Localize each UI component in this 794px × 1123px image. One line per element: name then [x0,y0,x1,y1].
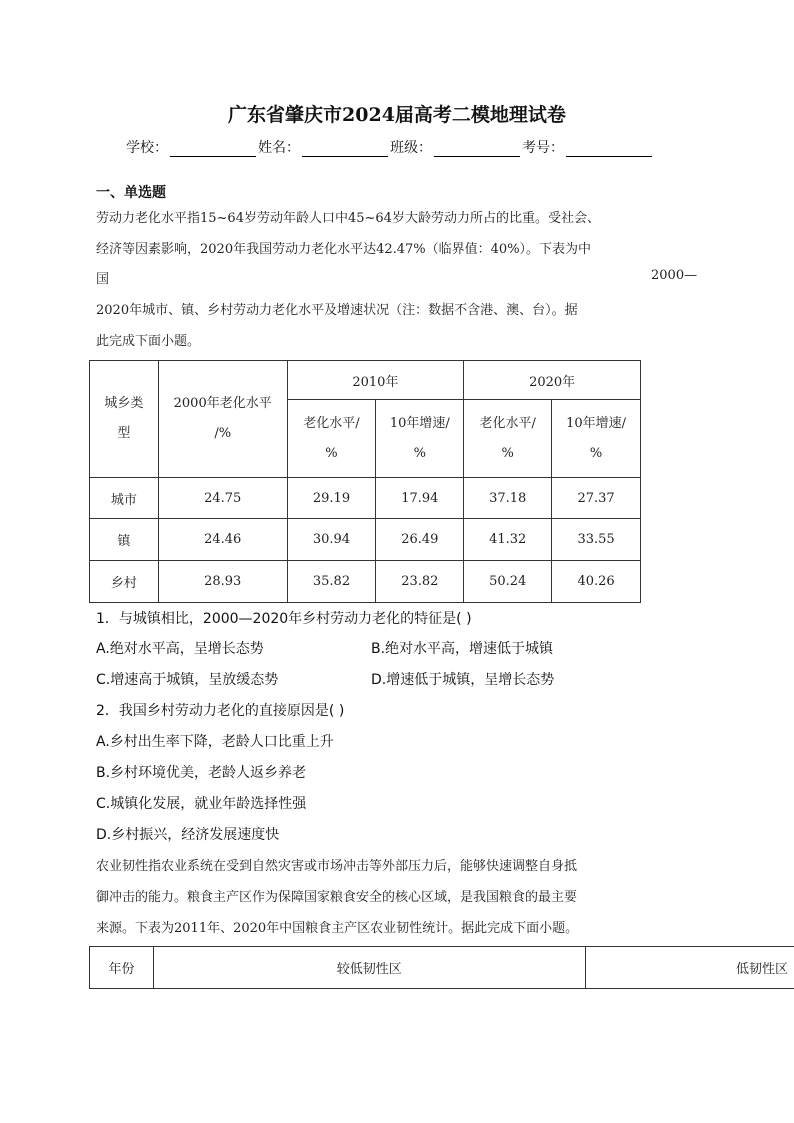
cell-2010-level: 35.82 [287,561,376,603]
q2-option-b[interactable]: B.乡村环境优美，老龄人返乡养老 [96,765,307,781]
header-2000: 2000年老化水平 /% [158,361,287,478]
subheader-2020-speed: 10年增速/ % [552,400,641,478]
header-type: 城乡类 型 [90,361,159,478]
cell-2010-level: 29.19 [287,478,376,519]
passage2-line2: 御冲击的能力。粮食主产区作为保障国家粮食安全的核心区域，是我国粮食的最主要 [96,890,578,905]
cell-2020-level: 50.24 [464,561,552,603]
cell-2010-level: 30.94 [287,519,376,561]
name-blank [302,142,388,157]
cell-2010-speed: 23.82 [376,561,464,603]
q1-stem: 1．与城镇相比，2000—2020年乡村劳动力老化的特征是( ) [96,611,472,627]
q1-option-d[interactable]: D.增速低于城镇，呈增长态势 [371,672,555,688]
class-label: 班级： [390,140,432,156]
q1-option-a[interactable]: A.绝对水平高，呈增长态势 [96,641,264,657]
section-heading: 一、单选题 [96,185,166,201]
resilience-table [89,946,794,989]
passage2-line3: 来源。下表为2011年、2020年中国粮食主产区农业韧性统计。据此完成下面小题。 [96,921,579,936]
passage1-line4: 2020年城市、镇、乡村劳动力老化水平及增速状况（注：数据不含港、澳、台）。据 [96,303,578,318]
table-row [90,519,641,561]
table-row [90,478,641,519]
row-type: 镇 [90,519,159,561]
q2-stem: 2．我国乡村劳动力老化的直接原因是( ) [96,703,345,719]
passage1-line3-right: 2000— [651,268,698,283]
q1-option-c[interactable]: C.增速高于城镇，呈放缓态势 [96,672,279,688]
cell-2020-speed: 40.26 [552,561,641,603]
passage1-line5: 此完成下面小题。 [96,334,201,349]
cell-2000: 24.75 [158,478,287,519]
q2-option-d[interactable]: D.乡村振兴，经济发展速度快 [96,827,280,843]
table-row [90,561,641,603]
exam-no-blank [566,142,652,157]
class-blank [434,142,520,157]
row-type: 乡村 [90,561,159,603]
exam-no-label: 考号： [522,140,564,156]
school-blank [170,142,256,157]
header-low-resilience: 低韧性区 [585,947,794,989]
passage2-line1: 农业韧性指农业系统在受到自然灾害或市场冲击等外部压力后，能够快速调整自身抵 [96,859,578,874]
name-label: 姓名： [258,140,300,156]
cell-2010-speed: 26.49 [376,519,464,561]
aging-table [89,360,641,603]
exam-title: 广东省肇庆市2024届高考二模地理试卷 [228,104,566,126]
cell-2010-speed: 17.94 [376,478,464,519]
row-type: 城市 [90,478,159,519]
q1-option-b[interactable]: B.绝对水平高，增速低于城镇 [371,641,554,657]
subheader-2020-level: 老化水平/ % [464,400,552,478]
school-label: 学校： [126,140,168,156]
subheader-2010-speed: 10年增速/ % [376,400,464,478]
q2-option-a[interactable]: A.乡村出生率下降，老龄人口比重上升 [96,734,334,750]
passage1-line1: 劳动力老化水平指15~64岁劳动年龄人口中45~64岁大龄劳动力所占的比重。受社会、 [96,211,600,226]
subheader-2010-level: 老化水平/ % [287,400,376,478]
passage1-line2: 经济等因素影响，2020年我国劳动力老化水平达42.47%（临界值：40%）。下表为中 [96,242,592,257]
header-2010: 2010年 [287,361,464,400]
student-info-row [126,137,654,157]
passage1-line3-left: 国 [96,272,110,287]
q2-option-c[interactable]: C.城镇化发展，就业年龄选择性强 [96,796,307,812]
header-lower-resilience: 较低韧性区 [153,947,585,989]
cell-2020-speed: 33.55 [552,519,641,561]
header-year: 年份 [90,947,154,989]
cell-2020-speed: 27.37 [552,478,641,519]
cell-2000: 28.93 [158,561,287,603]
cell-2020-level: 41.32 [464,519,552,561]
header-2020: 2020年 [464,361,641,400]
cell-2000: 24.46 [158,519,287,561]
cell-2020-level: 37.18 [464,478,552,519]
